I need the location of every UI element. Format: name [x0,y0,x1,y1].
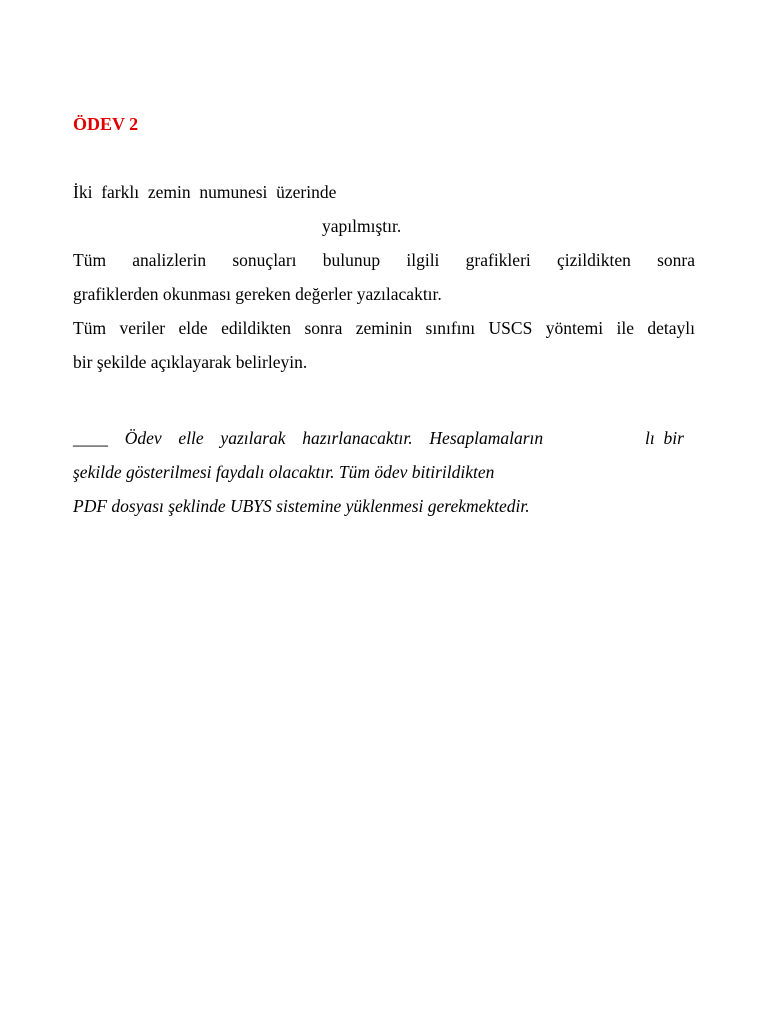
intro-line-2: yapılmıştır. [322,216,402,236]
note-line-2: şekilde gösterilmesi faydalı olacaktır. Tüm ödev bitirildikten [73,462,495,482]
note-line-1-start: ____ Ödev elle yazılarak hazırlanacaktır. Hesaplamaların [73,428,544,448]
note-line-3: PDF dosyası şeklinde UBYS sistemine yüklenmesi gerekmektedir. [73,496,530,516]
paragraph1-line-1: Tüm analizlerin sonuçları bulunup ilgili grafikleri çizildikten sonra [73,250,695,270]
paragraph2-line-1: Tüm veriler elde edildikten sonra zeminin sınıfını USCS yöntemi ile detaylı [73,318,695,338]
document-title: ÖDEV 2 [73,114,139,134]
note-line-1-end: lı bir [645,428,684,448]
paragraph1-line-2: grafiklerden okunması gereken değerler yazılacaktır. [73,284,442,304]
paragraph2-line-2: bir şekilde açıklayarak belirleyin. [73,352,308,372]
intro-line-1: İki farklı zemin numunesi üzerinde [73,182,337,202]
